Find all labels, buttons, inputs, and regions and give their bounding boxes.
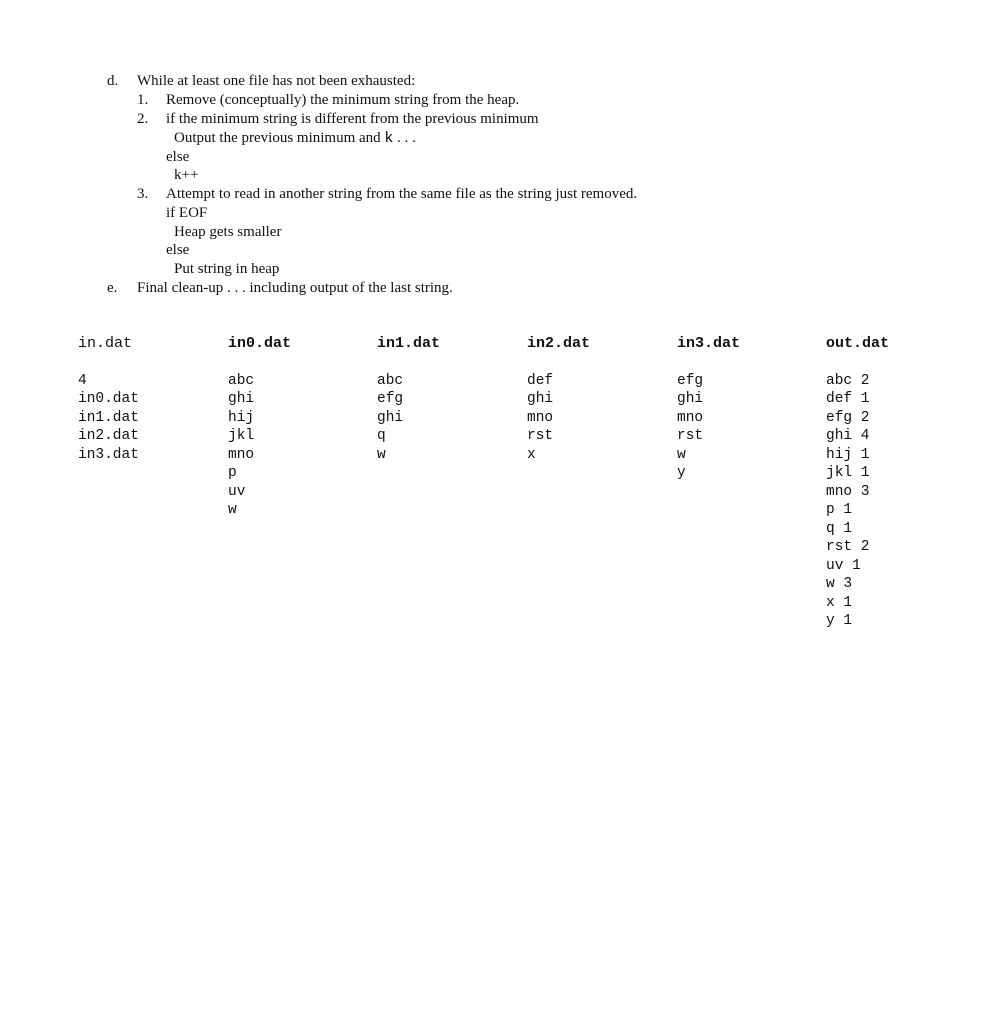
file-line: uv 1: [826, 557, 861, 574]
file-line: jkl: [228, 428, 255, 444]
file-column-in: [78, 335, 218, 464]
file-line: abc: [228, 372, 255, 389]
file-line: mno: [228, 446, 255, 463]
file-line: in3.dat: [78, 446, 139, 463]
file-header: out.dat: [826, 335, 890, 352]
file-line: w: [677, 446, 686, 463]
file-line: rst: [677, 428, 704, 444]
file-column-in1: [377, 335, 517, 464]
file-lines: [228, 372, 368, 520]
file-column-in0: [228, 335, 368, 520]
file-line: ghi: [527, 391, 554, 407]
file-line: abc: [377, 372, 404, 389]
file-line: hij 1: [826, 446, 870, 463]
file-header: in0.dat: [228, 335, 292, 352]
step-d1-text: Remove (conceptually) the minimum string from the heap.: [166, 92, 520, 108]
step-d3-text: Attempt to read in another string from the same file as the string just removed.: [166, 186, 638, 202]
step-e-text: Final clean-up . . . including output of the last string.: [137, 280, 453, 296]
step-d2-text: if the minimum string is different from the previous minimum: [166, 111, 539, 127]
step-d2-output-tail: . . .: [393, 130, 416, 146]
file-line: efg: [377, 391, 404, 407]
step-d3-else-body: Put string in heap: [174, 261, 280, 277]
file-line: x: [527, 446, 536, 463]
file-line: def 1: [826, 391, 870, 407]
step-d-marker: d.: [107, 73, 119, 89]
file-line: efg: [677, 372, 704, 389]
file-line: ghi: [677, 391, 704, 407]
file-line: rst: [527, 428, 554, 444]
step-d2-increment: k++: [174, 167, 199, 183]
file-header: in.dat: [78, 335, 133, 352]
file-column-in3: [677, 335, 817, 483]
file-lines: [527, 372, 667, 465]
step-d3-marker: 3.: [137, 186, 149, 202]
file-line: mno 3: [826, 483, 870, 500]
file-line: y: [677, 465, 686, 481]
file-line: mno: [527, 409, 554, 426]
file-line: jkl 1: [826, 465, 870, 481]
file-line: x 1: [826, 594, 853, 611]
file-line: in2.dat: [78, 428, 139, 444]
step-d1-marker: 1.: [137, 92, 149, 108]
file-line: y 1: [826, 613, 853, 629]
file-header: in2.dat: [527, 335, 591, 352]
step-d3-if: if EOF: [166, 205, 208, 221]
file-column-out: [826, 335, 966, 631]
file-lines: [78, 372, 218, 465]
file-line: rst 2: [826, 539, 870, 555]
step-d2-marker: 2.: [137, 111, 149, 127]
file-line: 4: [78, 372, 87, 389]
file-line: p: [228, 465, 237, 481]
file-line: mno: [677, 409, 704, 426]
step-e-marker: e.: [107, 280, 118, 296]
file-line: def: [527, 372, 554, 389]
file-line: w: [228, 502, 237, 518]
file-line: q 1: [826, 520, 853, 537]
file-line: abc 2: [826, 372, 870, 389]
step-d3-else: else: [166, 242, 190, 258]
file-column-in2: [527, 335, 667, 464]
file-line: ghi: [228, 391, 255, 407]
step-d2-else: else: [166, 149, 190, 165]
file-line: p 1: [826, 502, 853, 518]
step-d2-output-text: Output the previous minimum and: [174, 130, 385, 146]
step-d3-if-body: Heap gets smaller: [174, 224, 282, 240]
file-line: efg 2: [826, 409, 870, 426]
step-d-text: While at least one file has not been exhausted:: [137, 73, 416, 89]
file-header: in3.dat: [677, 335, 741, 352]
file-line: w: [377, 446, 386, 463]
file-line: ghi: [377, 409, 404, 426]
file-lines: [377, 372, 517, 465]
file-line: ghi 4: [826, 428, 870, 444]
file-line: in0.dat: [78, 391, 139, 407]
file-line: hij: [228, 409, 255, 426]
step-d2-output-code: k: [384, 130, 394, 147]
file-line: in1.dat: [78, 409, 139, 426]
file-line: uv: [228, 483, 246, 500]
step-d2-output: [174, 129, 416, 148]
file-line: q: [377, 428, 386, 444]
file-lines: [826, 372, 966, 631]
file-line: w 3: [826, 576, 853, 592]
file-header: in1.dat: [377, 335, 441, 352]
file-lines: [677, 372, 817, 483]
